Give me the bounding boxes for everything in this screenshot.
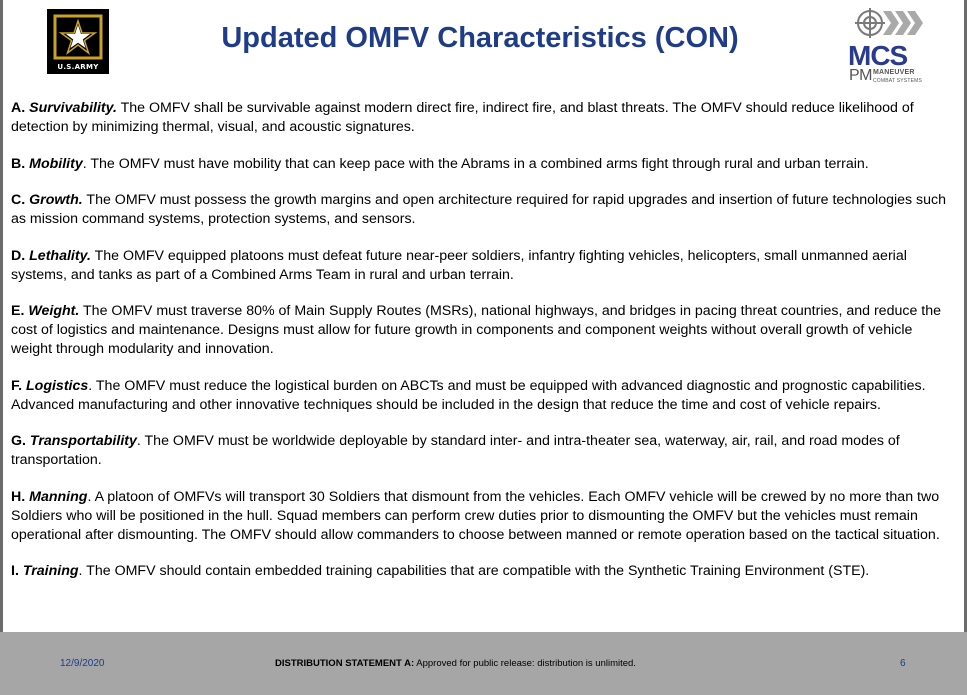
- distribution-statement: DISTRIBUTION STATEMENT A: Approved for public release: distribution is unlimited.: [275, 658, 636, 669]
- para-label: E. Weight.: [11, 303, 80, 319]
- para-label: C. Growth.: [11, 192, 83, 208]
- characteristics-list: [11, 99, 956, 599]
- page-number: 6: [900, 658, 906, 669]
- mcs-logo-letters: MCS: [848, 40, 908, 71]
- army-logo: [47, 9, 109, 74]
- footer-date: 12/9/2020: [60, 658, 105, 669]
- paragraph-training: [11, 562, 956, 581]
- para-label: I. Training: [11, 563, 79, 579]
- mcs-logo-pm: PM: [849, 67, 872, 84]
- paragraph-manning: [11, 488, 956, 545]
- paragraph-logistics: [11, 377, 956, 415]
- para-text: The OMFV must possess the growth margins and open architecture required for rapid upgrades and insertion of future technologies such as mission command systems, protection systems, and sensors.: [11, 192, 947, 227]
- para-text: The OMFV equipped platoons must defeat future near-peer soldiers, infantry fighting vehicles, helicopters, small unmanned aerial systems, and tanks as part of a Combined Arms Team in rural and urban terrain.: [11, 247, 907, 283]
- mcs-crosshair-icon: [843, 7, 923, 43]
- mcs-logo-sub1: MANEUVER: [873, 69, 915, 76]
- para-text: The OMFV must traverse 80% of Main Supply Routes (MSRs), national highways, and bridges in pacing threat countries, and reduce the cost of logistics and maintenance. Designs must allow for future growth in components and component weights without overall growth of vehicle weight through modularity and innovation.: [11, 303, 941, 357]
- footer-bar: [0, 632, 967, 695]
- para-label: B. Mobility: [11, 155, 83, 172]
- para-label: H. Manning: [11, 488, 88, 505]
- slide-edge-left: [0, 0, 3, 632]
- para-label: D. Lethality.: [11, 247, 91, 264]
- paragraph-lethality: [11, 247, 956, 285]
- paragraph-mobility: [11, 155, 956, 174]
- page-title: Updated OMFV Characteristics (CON): [221, 22, 739, 54]
- army-logo-text: U.S.ARMY: [57, 63, 99, 71]
- paragraph-growth: [11, 191, 956, 229]
- para-text: The OMFV shall be survivable against modern direct fire, indirect fire, and blast threats. The OMFV should reduce likelihood of detection by minimizing thermal, visual, and acoustic signatures.: [11, 100, 914, 135]
- para-label: F. Logistics: [11, 377, 89, 394]
- mcs-logo: [843, 7, 923, 87]
- para-label: A. Survivability.: [11, 100, 117, 116]
- para-text: . The OMFV must have mobility that can keep pace with the Abrams in a combined arms fight through rural and urban terrain.: [82, 155, 869, 172]
- mcs-logo-sub2: COMBAT SYSTEMS: [873, 78, 923, 84]
- para-text: . The OMFV must be worldwide deployable by standard inter- and intra-theater sea, waterway, air, rail, and road modes of transportation.: [11, 433, 900, 468]
- paragraph-survivability: [11, 99, 956, 137]
- paragraph-weight: [11, 302, 956, 359]
- para-label: G. Transportability: [11, 433, 137, 449]
- army-star-icon: [53, 14, 103, 60]
- para-text: . The OMFV must reduce the logistical burden on ABCTs and must be equipped with advanced diagnostic and prognostic capabilities. Advanced manufacturing and other innovative techniques should be included in the design that reduce the time and cost of vehicle repairs.: [11, 377, 926, 413]
- paragraph-transportability: [11, 432, 956, 470]
- para-text: . The OMFV should contain embedded training capabilities that are compatible with the Synthetic Training Environment (STE).: [78, 563, 870, 579]
- para-text: . A platoon of OMFVs will transport 30 Soldiers that dismount from the vehicles. Each OMFV vehicle will be crewed by no more than two Soldiers who will be positioned in the hull. Squad members can perform crew duties prior to dismounting the OMFV but the vehicles must remain operational after dismounting. The OMFV should allow commanders to choose between manned or remote operation based on the tactical situation.: [11, 488, 940, 543]
